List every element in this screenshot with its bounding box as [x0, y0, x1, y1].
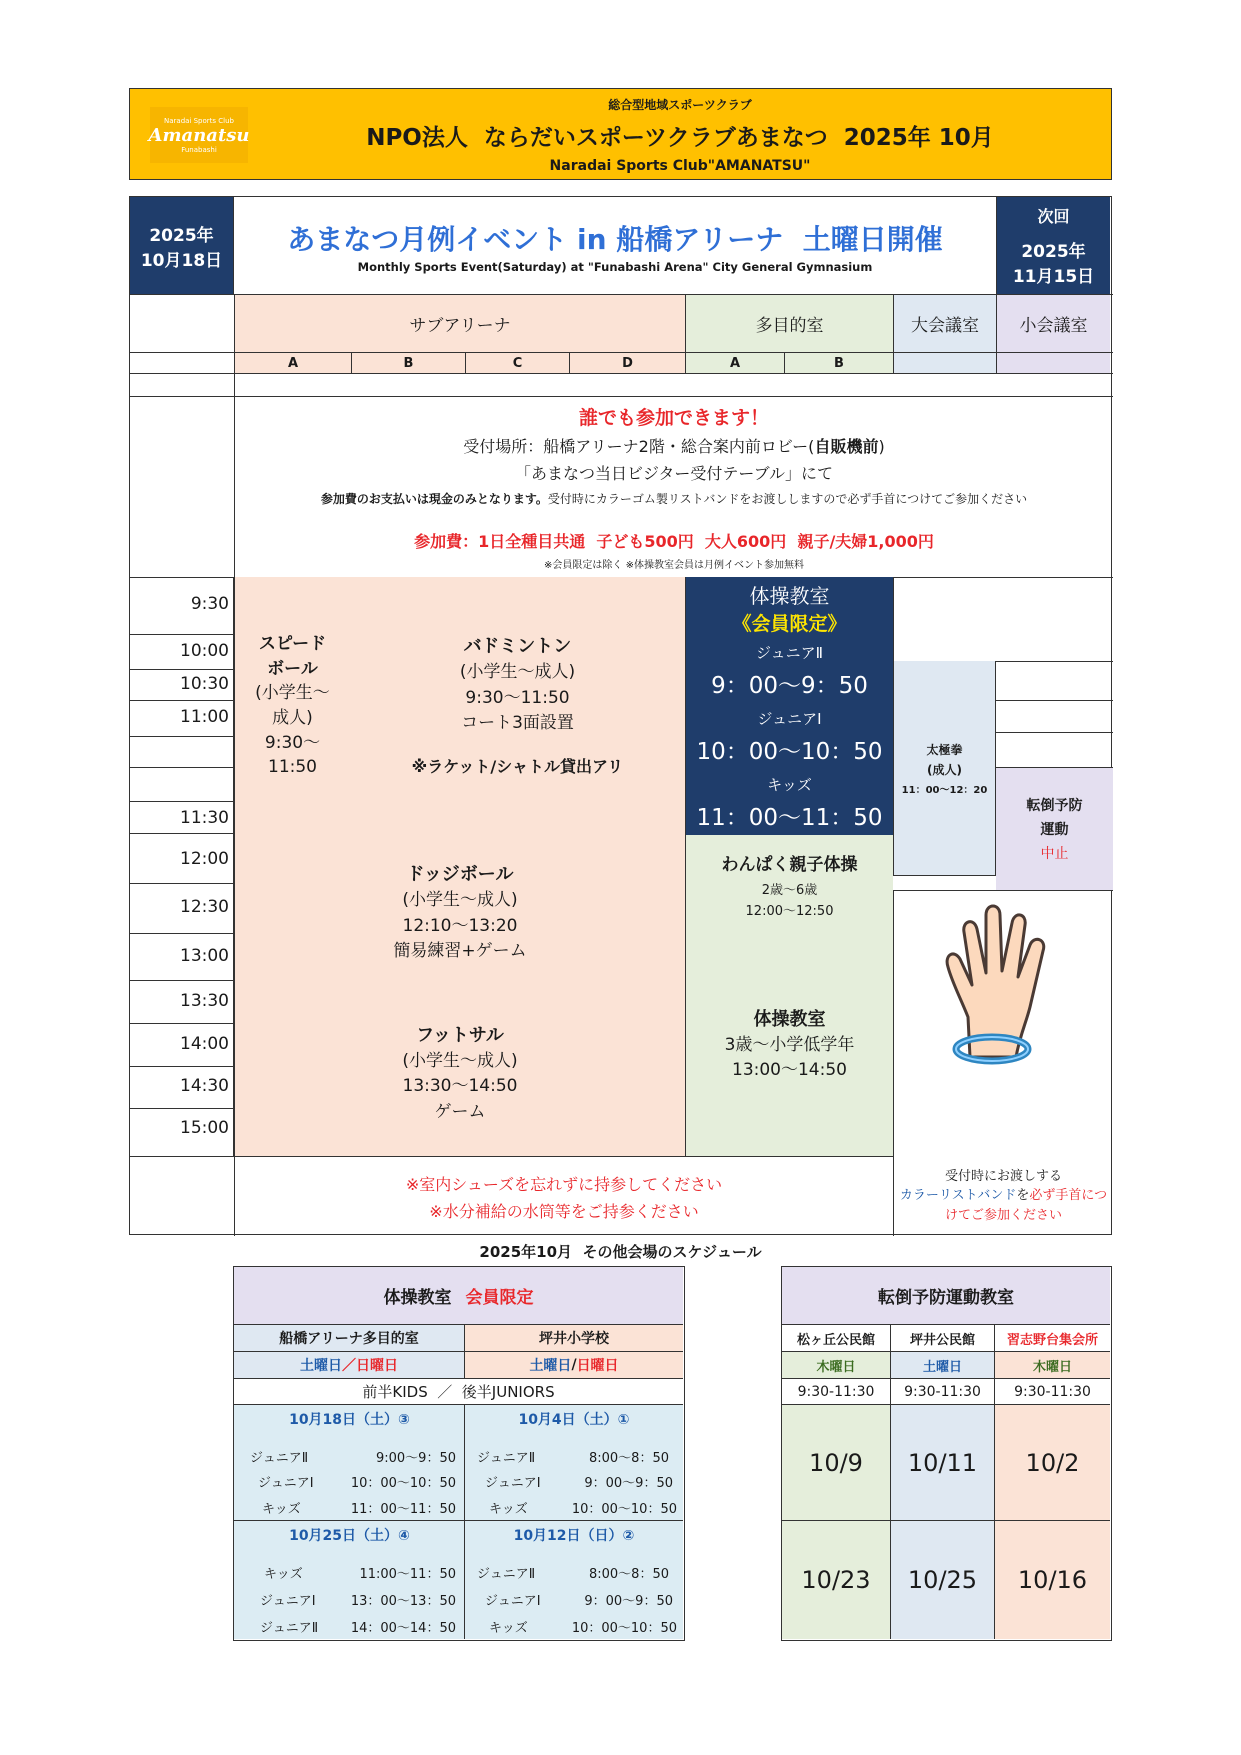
venue-large-room-label: 大会議室 [911, 316, 979, 336]
gym-block [234, 1405, 465, 1521]
gym-block-time: 10：00～10：50 [350, 1476, 456, 1491]
gym-member-restriction: 《会員限定》 [732, 613, 847, 635]
venue-sub-arena-label: サブアリーナ [409, 316, 511, 336]
speedball-time-2: 11:50 [268, 757, 317, 778]
fall-date [782, 1405, 891, 1521]
notice-reception-table: 「あまなつ当日ビジター受付テーブル」にて [515, 464, 833, 483]
gym-table-header [234, 1267, 683, 1325]
gym-member-time: 11：00～11：50 [696, 805, 883, 831]
time-label: 11:00 [180, 707, 229, 727]
notice-payment [321, 490, 1027, 507]
gym-block [465, 1521, 683, 1639]
court-d [569, 353, 685, 373]
gym-member-group: ジュニアⅠ [757, 710, 822, 728]
gym-block-group: キッズ [262, 1502, 301, 1517]
notice-reception-place [463, 434, 884, 457]
taichi-name: 太極拳 [926, 742, 963, 757]
fall-prevention-name-2: 運動 [1040, 822, 1069, 838]
futsal-note: ゲーム [434, 1101, 486, 1122]
hand-wristband-icon [930, 897, 1070, 1067]
next-event-year: 2025年 [1021, 242, 1086, 262]
speedball-name: スピード [258, 634, 327, 655]
main-schedule [129, 196, 1112, 1235]
reminder-shoes: ※室内シューズを忘れずに持参してください [405, 1174, 723, 1194]
gym-block-group: キッズ [489, 1502, 528, 1517]
event-date-box [130, 197, 234, 294]
gym-block-date: 10月12日（日）② [513, 1528, 635, 1544]
court-mp-b [784, 353, 893, 373]
fall-date-label: 10/25 [907, 1566, 978, 1594]
fall-date-label: 10/16 [1017, 1566, 1088, 1594]
gym-block-time: 9：00～9：50 [584, 1476, 673, 1491]
fall-time-label: 9:30-11:30 [1014, 1383, 1091, 1400]
event-date-year: 2025年 [149, 225, 214, 246]
wristband-text: 受付時にカラーゴム製リストバンドをお渡ししますので必ず手首につけてご参加ください [547, 492, 1028, 506]
event-speedball [234, 577, 351, 836]
wristband-caption-line-2 [900, 1186, 1107, 1206]
fall-table-header [782, 1267, 1110, 1325]
wristband-caption-particle: を [1016, 1188, 1030, 1204]
club-header [129, 88, 1112, 180]
venue-small-room-label: 小会議室 [1019, 316, 1088, 336]
venue-multipurpose-label: 多目的室 [755, 316, 824, 336]
gym-venue-arena [234, 1325, 465, 1352]
gym-block-time: 13：00～13：50 [350, 1594, 456, 1609]
fall-venue-label: 習志野台集会所 [1006, 1332, 1098, 1348]
fall-time-label: 9:30-11:30 [904, 1383, 981, 1400]
gym-block-time: 9：00～9：50 [584, 1594, 673, 1609]
fall-table-header-title: 転倒予防運動教室 [878, 1288, 1014, 1308]
gym-block-time: 10：00～10：50 [571, 1621, 677, 1636]
fall-day [995, 1352, 1110, 1379]
wristband-caption-line-3: けてご参加ください [944, 1207, 1062, 1223]
fall-prevention-table [781, 1266, 1112, 1641]
fall-date-label: 10/2 [1025, 1448, 1080, 1477]
event-badminton [350, 577, 685, 836]
speedball-name-2: ボール [267, 658, 318, 679]
badminton-time: 9:30～11:50 [465, 687, 570, 708]
time-label: 10:00 [180, 641, 229, 661]
dodgeball-age: (小学生～成人) [402, 890, 518, 911]
fall-day-label: 土曜日 [922, 1359, 962, 1375]
reminders [235, 1157, 893, 1236]
court-label: A [729, 355, 741, 371]
logo-top-text: Naradai Sports Club [164, 116, 234, 125]
day-separator: / [571, 1357, 577, 1373]
event-title: あまなつ月例イベント in 船橋アリーナ 土曜日開催 [287, 222, 943, 256]
gym-format [234, 1379, 683, 1405]
court-label: A [287, 355, 299, 371]
speedball-time: 9:30～ [264, 732, 321, 753]
futsal-name: フットサル [416, 1024, 504, 1046]
notice-headline: 誰でも参加できます！ [578, 407, 769, 429]
time-label: 13:00 [180, 946, 229, 966]
gym-block-group: ジュニアⅡ [260, 1621, 319, 1636]
gym-kids-time: 13:00～14:50 [732, 1060, 847, 1080]
parent-child-age: 2歳～6歳 [761, 882, 818, 898]
payment-text: 参加費のお支払いは現金のみとなります。 [320, 492, 548, 506]
dodgeball-name: ドッジボール [406, 864, 514, 886]
fall-venue [891, 1325, 995, 1352]
event-gym-kids [685, 933, 893, 1157]
next-event-label: 次回 [1037, 207, 1070, 226]
fall-date-label: 10/11 [907, 1448, 978, 1477]
event-fall-prevention [996, 768, 1113, 891]
gym-member-time: 9：00～9：50 [711, 673, 868, 699]
gym-block-group: キッズ [489, 1621, 528, 1636]
gym-days-arena [234, 1352, 465, 1379]
time-label: 9:30 [190, 594, 229, 614]
badminton-note: コート3面設置 [461, 713, 574, 734]
fall-time [782, 1379, 891, 1405]
gym-block-group: ジュニアⅠ [485, 1594, 541, 1609]
court-label: C [512, 355, 523, 371]
court-label: B [834, 355, 844, 371]
time-column [130, 577, 234, 1156]
time-label: 13:30 [180, 991, 229, 1011]
dodgeball-time: 12:10～13:20 [402, 915, 518, 936]
fall-day [782, 1352, 891, 1379]
day-saturday: 土曜日 [529, 1358, 572, 1374]
gym-block-time: 8:00～8：50 [588, 1567, 669, 1582]
time-label: 15:00 [180, 1118, 229, 1138]
gym-table-header-member: 会員限定 [465, 1288, 534, 1308]
fall-day [891, 1352, 995, 1379]
gym-block-group: ジュニアⅠ [258, 1476, 314, 1491]
futsal-time: 13:30～14:50 [402, 1076, 518, 1097]
court-b [351, 353, 465, 373]
reception-place-bold: 自販機前 [814, 437, 879, 456]
gym-block-group: キッズ [264, 1567, 303, 1582]
court-mp-a [685, 353, 784, 373]
gym-block-time: 10：00～10：50 [571, 1502, 677, 1517]
fall-date-label: 10/9 [809, 1448, 863, 1477]
taichi-age: (成人) [927, 762, 962, 777]
gym-venue-tsuboi [465, 1325, 683, 1352]
gym-kids-name: 体操教室 [753, 1008, 826, 1030]
court-label: D [622, 355, 633, 371]
gym-days-tsuboi [465, 1352, 683, 1379]
logo-main-text: Amanatsu [148, 124, 250, 146]
taichi-time: 11：00～12：20 [901, 784, 988, 796]
fall-date [995, 1521, 1110, 1639]
time-label: 14:00 [180, 1034, 229, 1054]
reception-place-end: ) [878, 437, 885, 456]
dodgeball-note: 簡易練習+ゲーム [393, 941, 527, 962]
gym-format-label: 前半KIDS ／ 後半JUNIORS [362, 1383, 555, 1401]
wristband-caption-red: 必ず手首につ [1029, 1188, 1108, 1204]
gym-block-date: 10月25日（土）④ [289, 1528, 410, 1544]
court-c [465, 353, 569, 373]
badminton-name: バドミントン [463, 636, 572, 658]
gym-block-date: 10月18日（土）③ [289, 1412, 410, 1428]
day-separator: ／ [342, 1358, 356, 1374]
event-dodgeball [234, 835, 685, 992]
wristband-highlight: カラーリストバンド [899, 1188, 1017, 1204]
page-title: NPO法人 ならだいスポーツクラブあまなつ 2025年 10月 [366, 125, 994, 151]
gym-block-time: 14：00～14：50 [350, 1621, 456, 1636]
fall-date [891, 1405, 995, 1521]
futsal-age: (小学生～成人) [402, 1050, 518, 1071]
venue-multipurpose [685, 295, 893, 352]
fall-venue [995, 1325, 1110, 1352]
gym-block-group: ジュニアⅡ [477, 1567, 536, 1582]
header-english-subtitle: Naradai Sports Club"AMANATSU" [549, 158, 811, 174]
wristband-caption [894, 1157, 1113, 1235]
gym-member-group: ジュニアⅡ [755, 644, 824, 662]
badminton-age: (小学生～成人) [459, 662, 576, 683]
logo-bottom-text: Funabashi [181, 145, 217, 154]
other-schedule-title: 2025年10月 その他会場のスケジュール [479, 1242, 762, 1261]
gym-table-header-title: 体操教室 [383, 1288, 452, 1308]
event-subtitle: Monthly Sports Event(Saturday) at "Funabashi Arena" City General Gymnasium [357, 259, 873, 274]
venue-large-room [893, 295, 996, 352]
parent-child-time: 12:00～12:50 [745, 903, 834, 919]
time-label: 12:00 [180, 849, 229, 869]
gym-member-group: キッズ [767, 776, 812, 794]
next-event-day: 11月15日 [1012, 267, 1095, 287]
fall-date-label: 10/23 [801, 1566, 871, 1594]
fall-time-label: 9:30-11:30 [797, 1383, 875, 1400]
fall-date [782, 1521, 891, 1639]
notice-fee-note: ※会員限定は除く ※体操教室会員は月例イベント参加無料 [544, 560, 804, 571]
fall-venue [782, 1325, 891, 1352]
gym-block-time: 11:00～11：50 [359, 1567, 456, 1582]
fall-venue-label: 坪井公民館 [909, 1332, 975, 1348]
gym-block [465, 1405, 683, 1521]
wristband-caption-line: 受付時にお渡しする [944, 1168, 1062, 1184]
reception-place-text: 受付場所：船橋アリーナ2階・総合案内前ロビー( [463, 437, 815, 456]
event-parent-child [685, 835, 893, 934]
fall-prevention-name: 転倒予防 [1026, 798, 1083, 814]
gym-block-group: ジュニアⅠ [260, 1594, 316, 1609]
gym-block-group: ジュニアⅠ [485, 1476, 541, 1491]
fall-time [891, 1379, 995, 1405]
participation-notice [235, 397, 1113, 577]
time-label: 11:30 [180, 808, 229, 828]
gym-member-time: 10：00～10：50 [696, 739, 883, 765]
fall-day-label: 木曜日 [1032, 1359, 1072, 1375]
reminder-water: ※水分補給の水筒等をご持参ください [429, 1201, 699, 1221]
event-futsal [234, 991, 685, 1157]
time-label: 10:30 [180, 674, 229, 694]
fall-venue-label: 松ヶ丘公民館 [796, 1332, 875, 1348]
fall-day-label: 木曜日 [816, 1359, 856, 1375]
court-a [234, 353, 351, 373]
day-sunday: 日曜日 [356, 1358, 398, 1374]
speedball-age: (小学生～ [255, 683, 330, 704]
venue-small-room [996, 295, 1110, 352]
gym-block-time: 11：00～11：50 [350, 1502, 456, 1517]
gym-block-group: ジュニアⅡ [477, 1451, 536, 1466]
header-subtitle: 総合型地域スポーツクラブ [608, 98, 752, 112]
gym-block [234, 1521, 465, 1639]
time-label: 14:30 [180, 1076, 229, 1096]
gym-block-date: 10月4日（土）① [518, 1412, 630, 1428]
gym-venue-arena-label: 船橋アリーナ多目的室 [279, 1331, 419, 1347]
court-label: B [403, 355, 414, 371]
event-gym-member [685, 577, 893, 836]
club-logo [150, 107, 248, 163]
parent-child-name: わんぱく親子体操 [721, 854, 858, 875]
fall-prevention-status: 中止 [1040, 846, 1069, 862]
gym-schedule-table [233, 1266, 685, 1641]
gym-member-name: 体操教室 [749, 584, 830, 608]
notice-fee: 参加費：1日全種目共通 子ども500円 大人600円 親子/夫婦1,000円 [414, 532, 934, 551]
event-taichi [893, 661, 996, 876]
time-label: 12:30 [180, 897, 229, 917]
day-sunday: 日曜日 [576, 1358, 619, 1374]
speedball-age-2: 成人) [272, 708, 313, 728]
gym-block-time: 9:00～9：50 [375, 1451, 456, 1466]
fall-date [891, 1521, 995, 1639]
badminton-rental: ※ラケット/シャトル貸出アリ [411, 756, 624, 776]
gym-kids-age: 3歳～小学低学年 [724, 1034, 855, 1055]
next-event-box [996, 197, 1110, 294]
fall-date [995, 1405, 1110, 1521]
gym-block-group: ジュニアⅡ [250, 1451, 309, 1466]
day-saturday: 土曜日 [300, 1358, 342, 1374]
event-date-day: 10月18日 [140, 250, 223, 271]
gym-block-time: 8:00～8：50 [588, 1451, 669, 1466]
gym-venue-tsuboi-label: 坪井小学校 [539, 1331, 609, 1347]
venue-sub-arena [234, 295, 685, 352]
fall-time [995, 1379, 1110, 1405]
